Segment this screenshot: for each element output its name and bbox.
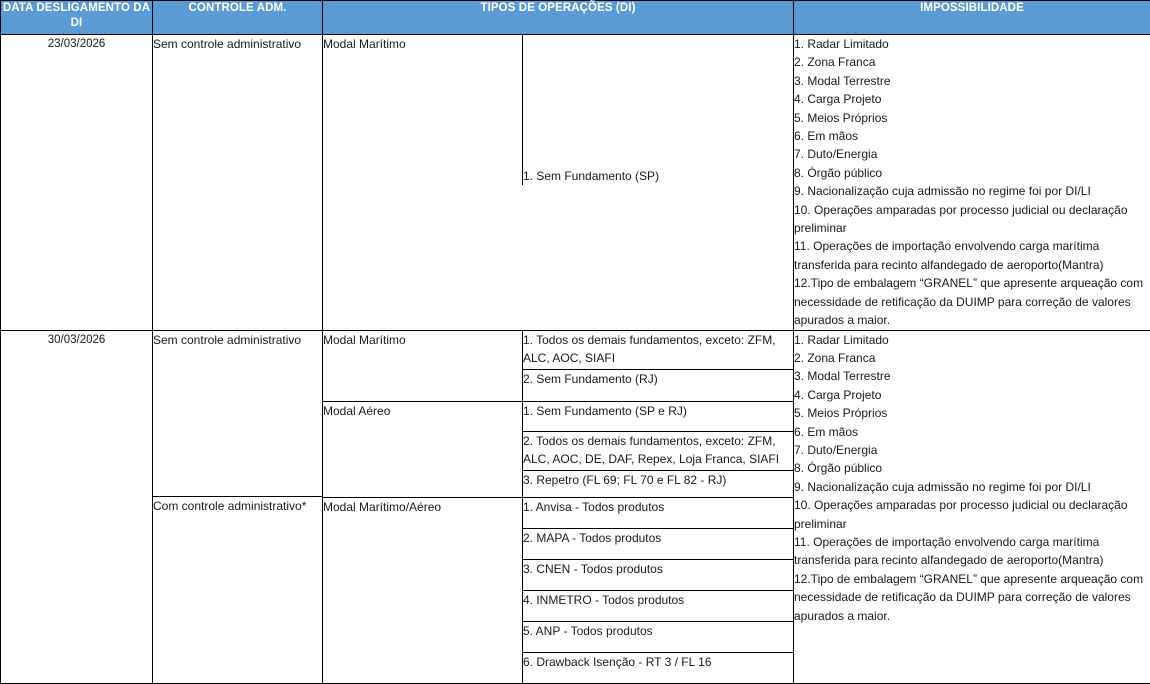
impossibility-item: 11. Operações de importação envolvendo carga marítima transferida para recinto alfandegado de aeroporto(Mantra) bbox=[794, 237, 1150, 274]
impossibility-item: 1. Radar Limitado bbox=[794, 35, 1150, 53]
operations-subrow bbox=[323, 497, 793, 683]
operation-item: 1. Sem Fundamento (SP) bbox=[523, 35, 794, 185]
table-row bbox=[1, 35, 1150, 331]
operation-row bbox=[523, 652, 793, 683]
column-header-impossibilidade: IMPOSSIBILIDADE bbox=[794, 1, 1150, 35]
operations-items-maritimo bbox=[523, 331, 793, 401]
operation-item: 1. Todos os demais fundamentos, exceto: ZFM, ALC, AOC, SIAFI bbox=[523, 331, 793, 370]
impossibility-item: 10. Operações amparadas por processo judicial ou declaração preliminar bbox=[794, 496, 1150, 533]
operation-item: 4. INMETRO - Todos produtos bbox=[523, 590, 793, 621]
cell-impossibility-row2 bbox=[794, 330, 1150, 683]
operations-items-aereo bbox=[523, 402, 793, 497]
impossibility-item: 11. Operações de importação envolvendo carga marítima transferida para recinto alfandegado de aeroporto(Mantra) bbox=[794, 533, 1150, 570]
impossibility-item: 12.Tipo de embalagem “GRANEL” que apresente arqueação com necessidade de retificação da DUIMP para correção de valores apurados a maior. bbox=[794, 274, 1150, 329]
operations-subrow bbox=[323, 35, 793, 185]
impossibility-item: 1. Radar Limitado bbox=[794, 331, 1150, 349]
impossibility-item: 12.Tipo de embalagem “GRANEL” que apresente arqueação com necessidade de retificação da DUIMP para correção de valores apurados a maior. bbox=[794, 570, 1150, 625]
operation-item: 2. Sem Fundamento (RJ) bbox=[523, 370, 793, 401]
cell-operations-row2 bbox=[323, 330, 794, 683]
table-header-row bbox=[1, 1, 1150, 35]
control-group-label: Com controle administrativo* bbox=[153, 496, 322, 677]
control-subrow bbox=[153, 496, 322, 677]
operation-item: 2. MAPA - Todos produtos bbox=[523, 528, 793, 559]
cell-control-row2 bbox=[153, 330, 323, 683]
control-group-label: Sem controle administrativo bbox=[153, 331, 322, 497]
impossibility-item: 9. Nacionalização cuja admissão no regime foi por DI/LI bbox=[794, 182, 1150, 200]
operation-row bbox=[523, 470, 793, 497]
impossibility-item: 5. Meios Próprios bbox=[794, 109, 1150, 127]
operations-list-aereo bbox=[523, 401, 794, 497]
impossibility-item: 6. Em mãos bbox=[794, 423, 1150, 441]
operations-subrow bbox=[323, 401, 793, 497]
operation-item: 1. Sem Fundamento (SP e RJ) bbox=[523, 402, 793, 432]
impossibility-item: 4. Carga Projeto bbox=[794, 386, 1150, 404]
impossibility-item: 4. Carga Projeto bbox=[794, 90, 1150, 108]
operations-split-row2 bbox=[323, 331, 793, 683]
impossibility-item: 3. Modal Terrestre bbox=[794, 72, 1150, 90]
operation-item: 3. Repetro (FL 69; FL 70 e FL 82 - RJ) bbox=[523, 470, 793, 497]
impossibility-item: 8. Órgão público bbox=[794, 164, 1150, 182]
operations-list-maritimo bbox=[523, 331, 794, 402]
operation-row bbox=[523, 498, 793, 529]
impossibility-item: 9. Nacionalização cuja admissão no regime foi por DI/LI bbox=[794, 478, 1150, 496]
cell-control-row1: Sem controle administrativo bbox=[153, 35, 323, 331]
table-header bbox=[1, 1, 1150, 35]
table-row bbox=[1, 330, 1150, 683]
impossibility-item: 7. Duto/Energia bbox=[794, 441, 1150, 459]
operations-list-maritimo-aereo bbox=[523, 497, 794, 683]
cell-date-row2: 30/03/2026 bbox=[1, 330, 153, 683]
impossibility-item: 2. Zona Franca bbox=[794, 53, 1150, 71]
cell-date-row1: 23/03/2026 bbox=[1, 35, 153, 331]
control-subrow bbox=[153, 331, 322, 497]
operation-item: 6. Drawback Isenção - RT 3 / FL 16 bbox=[523, 652, 793, 683]
cell-impossibility-row1 bbox=[794, 35, 1150, 331]
impossibility-item: 6. Em mãos bbox=[794, 127, 1150, 145]
operations-items-maritimo-aereo bbox=[523, 498, 793, 683]
column-header-data-desligamento: DATA DESLIGAMENTO DA DI bbox=[1, 1, 153, 35]
operation-row bbox=[523, 559, 793, 590]
cell-operations-row1 bbox=[323, 35, 794, 331]
modal-label-maritimo: Modal Marítimo bbox=[323, 331, 523, 402]
operation-row bbox=[523, 370, 793, 401]
operation-row bbox=[523, 590, 793, 621]
operation-item: 3. CNEN - Todos produtos bbox=[523, 559, 793, 590]
modal-label-aereo: Modal Aéreo bbox=[323, 401, 523, 497]
operations-subrow bbox=[323, 331, 793, 402]
column-header-tipos-operacoes: TIPOS DE OPERAÇÕES (DI) bbox=[323, 1, 794, 35]
operation-item: 2. Todos os demais fundamentos, exceto: ZFM, ALC, AOC, DE, DAF, Repex, Loja Franca, SIAFI bbox=[523, 431, 793, 470]
table-body bbox=[1, 35, 1150, 684]
modal-label-maritimo-aereo: Modal Marítimo/Aéreo bbox=[323, 497, 523, 683]
impossibility-item: 10. Operações amparadas por processo judicial ou declaração preliminar bbox=[794, 201, 1150, 238]
operation-row bbox=[523, 621, 793, 652]
operations-split-row1 bbox=[323, 35, 793, 185]
operation-row bbox=[523, 528, 793, 559]
operation-row bbox=[523, 431, 793, 470]
impossibility-item: 5. Meios Próprios bbox=[794, 404, 1150, 422]
impossibility-item: 3. Modal Terrestre bbox=[794, 367, 1150, 385]
operation-item: 5. ANP - Todos produtos bbox=[523, 621, 793, 652]
operation-row bbox=[523, 402, 793, 432]
impossibility-item: 2. Zona Franca bbox=[794, 349, 1150, 367]
control-split-row2 bbox=[153, 331, 322, 677]
operation-row bbox=[523, 331, 793, 370]
operation-item: 1. Anvisa - Todos produtos bbox=[523, 498, 793, 529]
modal-label-row1: Modal Marítimo bbox=[323, 35, 523, 185]
impossibility-item: 7. Duto/Energia bbox=[794, 145, 1150, 163]
column-header-controle-adm: CONTROLE ADM. bbox=[153, 1, 323, 35]
impossibility-item: 8. Órgão público bbox=[794, 459, 1150, 477]
